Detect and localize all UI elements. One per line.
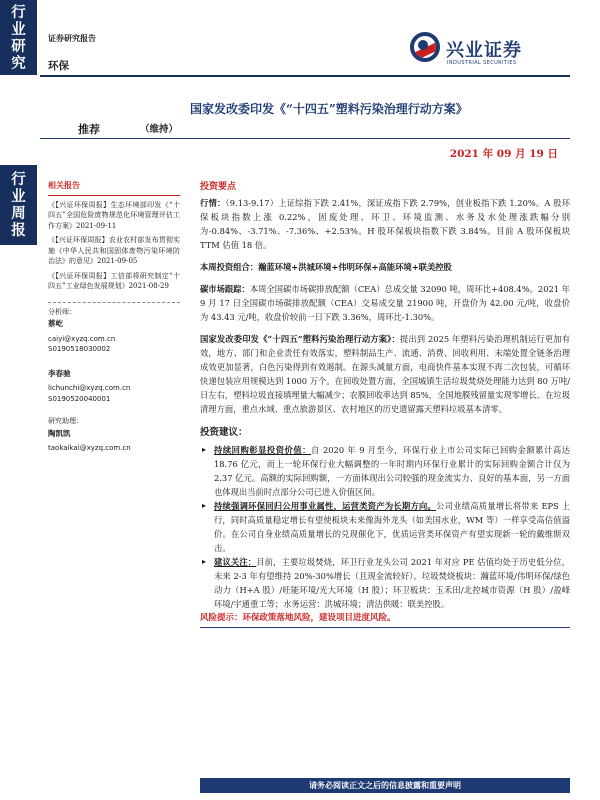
analyst-email[interactable]: caiyi@xyzq.com.cn	[48, 334, 116, 343]
carbon-paragraph	[200, 282, 570, 324]
policy-text: 提出到 2025 年塑料污染治理机制运行更加有效，地方、部门和企业责任有效落实，塑料制品生产、流通、消费、回收利用、末端处置全链条治理成效更加显著，白色污染得到有效遏制。在源头减量方面，电商快件基本实现不再二次包装，可循环快递包装应用规模达到 1000 万个。在回收处置方面，全国城镇生活垃圾焚烧处理能力达到 80 万吨/日左右，塑料垃圾直接填埋量大幅减少；农膜回收率达到 85%，全国地膜残留量实现零增长。在垃圾清理方面，重点水域、重点旅游景区、农村地区的历史遗留露天塑料垃圾基本清零。	[200, 334, 570, 414]
report-type: 证券研究报告	[48, 33, 96, 43]
header-rule	[40, 75, 570, 77]
side-tab-industry-research	[0, 0, 37, 75]
suggestion-lead: 建议关注：	[214, 557, 257, 567]
analyst-cert: S0190520040001	[48, 394, 111, 403]
assistant-name: 陶凯凯	[48, 428, 71, 438]
related-reports-heading: 相关报告	[48, 180, 80, 190]
risk-rule	[200, 627, 570, 628]
footer-bar	[200, 778, 570, 793]
suggestion-item	[200, 499, 570, 555]
market-paragraph	[200, 196, 570, 252]
suggestion-heading: 投资建议：	[200, 427, 248, 438]
logo-name: 兴业证券	[446, 40, 522, 61]
analyst-cert: S0190518030002	[48, 345, 111, 353]
sidebar	[48, 180, 180, 454]
suggestion-text: 自 2020 年 9 月至今，环保行业上市公司实际已回购金额累计高达 18.76 亿元，而上一轮环保行业大幅调整的一年时期内环保行业累计的实际回购金额合计仅为 2.37 亿元。高额的实际回购额，一方面体现出公司较强的现金流实力、良好的基本面，另一方面也体现出当前时点部分公司已进入价值区间。	[214, 445, 570, 497]
analyst-block	[48, 302, 180, 454]
portfolio-label: 本周投资组合：	[200, 262, 259, 272]
related-report-link[interactable]: 《【兴证环保周报】农业农村部发布贯彻实施《中华人民共和国固体废物污染环境防治法》的意见》2021-09-05	[48, 236, 180, 265]
analyst-name: 李春驰	[48, 368, 71, 378]
policy-label: 国家发改委印发《“十四五”塑料污染治理行动方案》：	[200, 334, 400, 344]
portfolio-paragraph	[200, 260, 570, 274]
side-tab-weekly-report	[0, 165, 37, 245]
footer-disclaimer: 请务必阅读正文之后的信息披露和重要声明	[309, 780, 461, 790]
industry-label: 环保	[48, 60, 69, 72]
risk-warning: 风险提示：环保政策落地风险，建设项目进度风险。	[200, 613, 396, 623]
analyst-email[interactable]: lichunchi@xyzq.com.cn	[48, 384, 131, 392]
report-date: 2021 年 09 月 19 日	[449, 148, 558, 160]
suggestion-text: 公司业绩高质量增长将带来 EPS 上行，同时高质量稳定增长有望使板块未来像海外龙头（如美国水业，WM 等）一样享受高估值溢价。在公司自身业绩高质量增长的兑现催化下，优质运营类环保资产有望实现新一轮的戴维斯双击。	[214, 501, 570, 553]
logo-icon	[410, 32, 440, 62]
analyst-name: 蔡屹	[48, 319, 63, 328]
suggestion-text: 目前，主要垃圾焚烧，环卫行业龙头公司 2021 年对应 PE 估值均处于历史低分位，未来 2-3 年有望维持 20%-30%增长（且现金流较好）。垃圾焚烧板块：瀚蓝环境/伟明环保/绿色动力（H+A 股）/旺能环境/光大环境（H 股）；环卫板块：玉禾田/北控城市资源（H 股）/盈峰环境/宇通重工等；水务运营：洪城环境；清洁供暖：联美控股。	[214, 557, 570, 609]
suggestion-lead: 持续回购彰显投资价值：	[214, 445, 312, 455]
related-report-link[interactable]: 《【兴证环保周报】工信部将研究制定“十四五”工业绿色发展规划》2021-08-29	[48, 271, 180, 290]
carbon-text: 本周全国碳市场碳排放配额（CEA）总成交量 32090 吨，周环比+408.4%。2021 年 9 月 17 日全国碳市场碳排放配额（CEA）交易成交量 21900 吨，开盘价为 42.00 元/吨，收盘价为 43.43 元/吨，收盘价较前一日下跌 3.36%，周环比-1.30%。	[200, 284, 570, 322]
points-heading: 投资要点	[200, 182, 237, 192]
related-report-link[interactable]: 《【兴证环保周报】生态环境部印发《“十四五”全国危险废物规范化环境管理评估工作方案》2021-09-11	[48, 200, 180, 230]
assistant-email[interactable]: taokaikai@xyzq.com.cn	[48, 444, 131, 452]
main-content	[200, 180, 570, 628]
report-title: 国家发改委印发《“十四五”塑料污染治理行动方案》	[190, 102, 468, 116]
policy-paragraph	[200, 332, 570, 416]
related-rule	[48, 195, 180, 196]
portfolio-text: 瀚蓝环境+洪城环境+伟明环保+高能环境+联美控股	[258, 262, 452, 272]
side-tab-top-label: 行业研究	[11, 4, 26, 72]
market-text: （9.13-9.17）上证综指下跌 2.41%，深证成指下跌 2.79%，创业板指下跌 1.20%。A 股环保板块指数上涨 0.22%，固废处理、环卫、环境监测、水务及水处理涨跌幅分别为-0.84%、-3.71%、-7.36%、+2.53%。H 股环保板块指数下跌 3.84%。目前 A 股环保板块 TTM 估值 18 倍。	[200, 198, 570, 250]
analyst-heading: 分析师：	[48, 307, 76, 316]
logo-english: INDUSTRIAL SECURITIES	[447, 60, 517, 66]
suggestion-item	[200, 443, 570, 499]
suggestion-item	[200, 555, 570, 611]
rating-label: 推荐	[78, 123, 100, 136]
market-label: 行情：	[200, 198, 226, 208]
assistant-heading: 研究助理：	[48, 417, 83, 425]
carbon-label: 碳市场跟踪：	[200, 284, 250, 294]
suggestion-lead: 持续强调环保回归公用事业属性，运营类资产为长期方向。	[214, 501, 437, 511]
title-rule	[40, 138, 570, 139]
side-tab-middle-label: 行业周报	[11, 171, 26, 239]
rating-note: （维持）	[140, 124, 179, 135]
